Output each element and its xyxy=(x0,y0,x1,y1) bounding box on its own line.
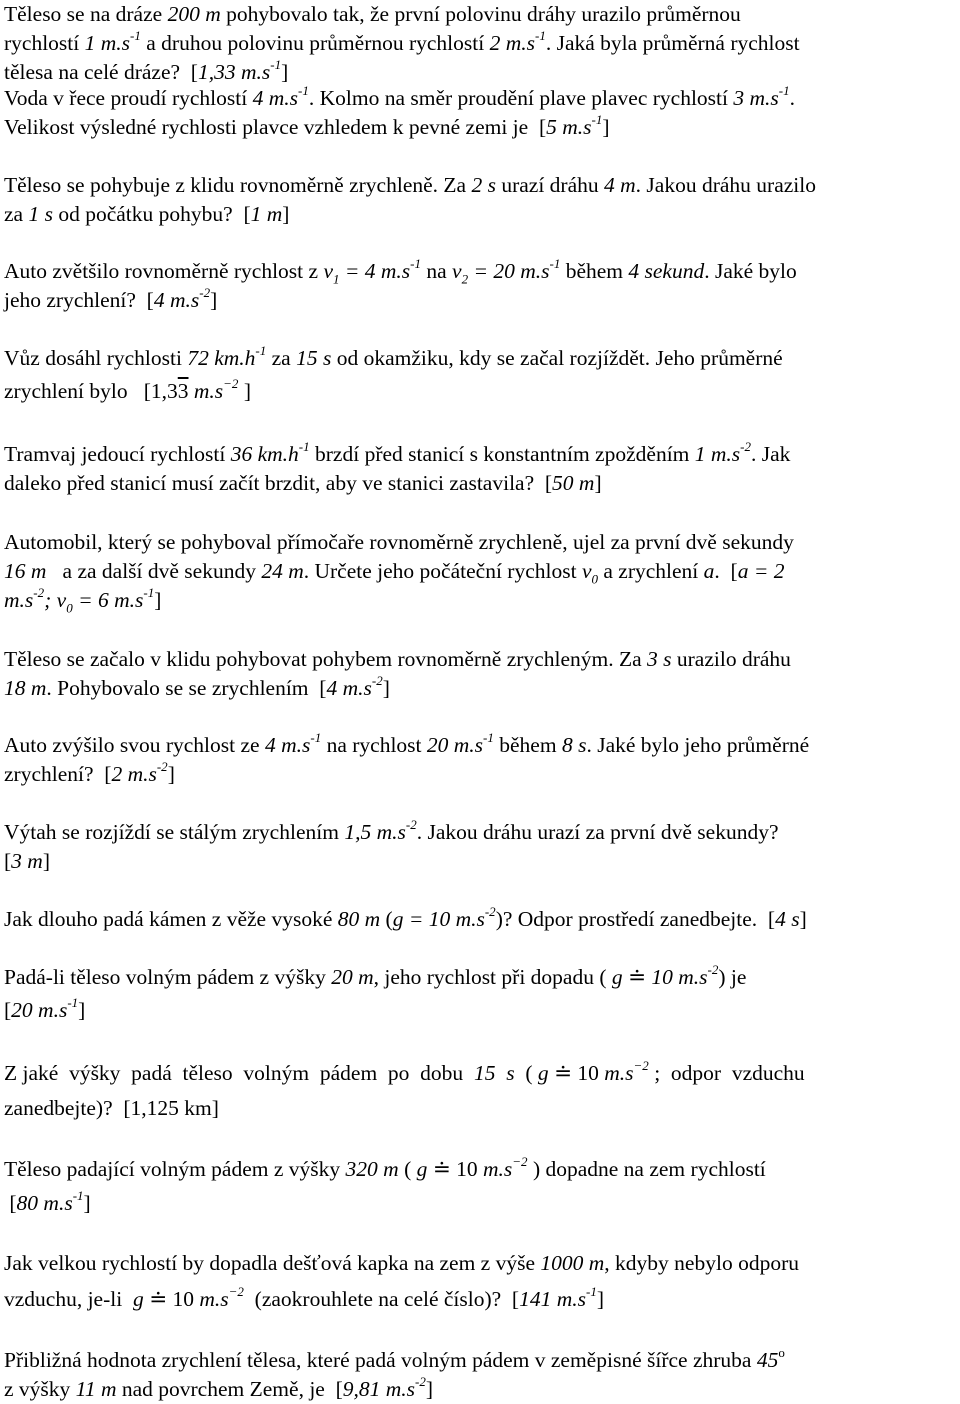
text-line: tělesa na celé dráze? [1,33 $m.s^{-1}$] xyxy=(4,56,289,84)
problem-fall-height xyxy=(4,1059,956,1123)
text-line: vzduchu, je-li g ≐ 10 $m.s^{-2}$ (zaokrouhlete na celé číslo)? [141 $m.s^{-1}$] xyxy=(4,1283,605,1311)
problem-tram-braking xyxy=(4,440,956,498)
problem-falling-stone xyxy=(4,905,956,934)
problem-elevator xyxy=(4,818,956,876)
text-line: Jak dlouho padá kámen z věže vysoké 80 m (g = 10 $m.s^{-2}$)? Odpor prostředí zanedbejte. [4 s] xyxy=(4,903,807,931)
text-line: za 1 s od počátku pohybu? [1 m] xyxy=(4,202,290,226)
problem-vehicle-average-acceleration xyxy=(4,344,956,406)
text-line: rychlostí 1 $m.s^{-1}$ a druhou polovinu průměrnou rychlostí 2 $m.s^{-1}$. Jaká byla průměrná rychlost xyxy=(4,27,800,55)
text-line: Velikost výsledné rychlosti plavce vzhledem k pevné zemi je [5 $m.s^{-1}$] xyxy=(4,111,610,139)
text-line: zanedbejte)? [1,125 km] xyxy=(4,1096,219,1120)
text-line: zrychlení bylo [1,33 $m.s^{-2}$ ] xyxy=(4,375,251,403)
text-line: [3 m] xyxy=(4,849,50,873)
text-line: Jak velkou rychlostí by dopadla dešťová kapka na zem z výše 1000 m, kdyby nebylo odporu xyxy=(4,1251,799,1275)
text-line: [20 $m.s^{-1}$] xyxy=(4,994,86,1022)
problem-car-speed-increase xyxy=(4,731,956,789)
problem-impact-speed xyxy=(4,1155,956,1218)
text-line: Auto zvýšilo svou rychlost ze 4 $m.s^{-1}$ na rychlost 20 $m.s^{-1}$ během 8 s. Jaké bylo jeho průměrné xyxy=(4,729,810,757)
problem-average-speed xyxy=(4,0,956,87)
text-line: zrychlení? [2 $m.s^{-2}$] xyxy=(4,758,175,786)
text-line: Těleso padající volným pádem z výšky 320 m ( g ≐ 10 $m.s^{-2}$ ) dopadne na zem rychlostí xyxy=(4,1153,766,1181)
text-line: $m.s^{-2}$; $v_0 = 6$ $m.s^{-1}$] xyxy=(4,584,162,616)
text-line: daleko před stanicí musí začít brzdit, aby ve stanici zastavila? [50 m] xyxy=(4,471,602,495)
text-line: z výšky 11 m nad povrchem Země, je [9,81 $m.s^{-2}$] xyxy=(4,1373,434,1401)
problem-free-fall-speed xyxy=(4,963,956,1025)
text-line: Automobil, který se pohyboval přímočaře rovnoměrně zrychleně, ujel za první dvě sekundy xyxy=(4,530,794,554)
text-line: Z jaké výšky padá těleso volným pádem po dobu 15 s ( g ≐ 10 $m.s^{-2}$ ; odpor vzduchu xyxy=(4,1057,805,1085)
text-line: Tramvaj jedoucí rychlostí 36 $km.h^{-1}$ brzdí před stanicí s konstantním zpožděním 1 $m.s^{-2}$. Jak xyxy=(4,438,791,466)
text-line: Těleso se začalo v klidu pohybovat pohybem rovnoměrně zrychleným. Za 3 s urazilo dráhu xyxy=(4,647,791,671)
problem-body-from-rest xyxy=(4,645,956,703)
problem-gravity-45deg xyxy=(4,1346,956,1404)
text-line: Padá-li těleso volným pádem z výšky 20 m, jeho rychlost při dopadu ( g ≐ 10 $m.s^{-2}$) je xyxy=(4,961,747,989)
text-line: jeho zrychlení? [4 $m.s^{-2}$] xyxy=(4,284,218,312)
text-line: Vůz dosáhl rychlosti 72 $km.h^{-1}$ za 15 s od okamžiku, kdy se začal rozjíždět. Jeho průměrné xyxy=(4,342,783,370)
problem-distance-1s xyxy=(4,171,956,229)
text-line: Voda v řece proudí rychlostí 4 $m.s^{-1}$. Kolmo na směr proudění plave plavec rychlostí 3 $m.s^{-1}$. xyxy=(4,82,795,110)
text-line: [80 $m.s^{-1}$] xyxy=(4,1187,91,1215)
text-line: 18 m. Pohybovalo se se zrychlením [4 $m.s^{-2}$] xyxy=(4,672,390,700)
problem-swimmer xyxy=(4,84,956,142)
text-line: Těleso se na dráze 200 m pohybovalo tak, že první polovinu dráhy urazilo průměrnou xyxy=(4,2,741,26)
text-line: Přibližná hodnota zrychlení tělesa, které padá volným pádem v zeměpisné šířce zhruba 45$^o$ xyxy=(4,1344,785,1372)
text-line: Výtah se rozjíždí se stálým zrychlením 1,5 $m.s^{-2}$. Jakou dráhu urazí za první dvě sekundy? xyxy=(4,816,779,844)
text-line: Těleso se pohybuje z klidu rovnoměrně zrychleně. Za 2 s urazí dráhu 4 m. Jakou dráhu urazilo xyxy=(4,173,816,197)
text-line: Auto zvětšilo rovnoměrně rychlost z $v_1 = 4$ $m.s^{-1}$ na $v_2 = 20$ $m.s^{-1}$ během 4 sekund. Jaké bylo xyxy=(4,255,797,287)
problem-car-acceleration xyxy=(4,257,956,315)
problem-automobile xyxy=(4,528,956,615)
problem-raindrop xyxy=(4,1249,956,1314)
text-line: 16 m a za další dvě sekundy 24 m. Určete jeho počáteční rychlost $v_0$ a zrychlení a. [a = 2 xyxy=(4,559,785,587)
